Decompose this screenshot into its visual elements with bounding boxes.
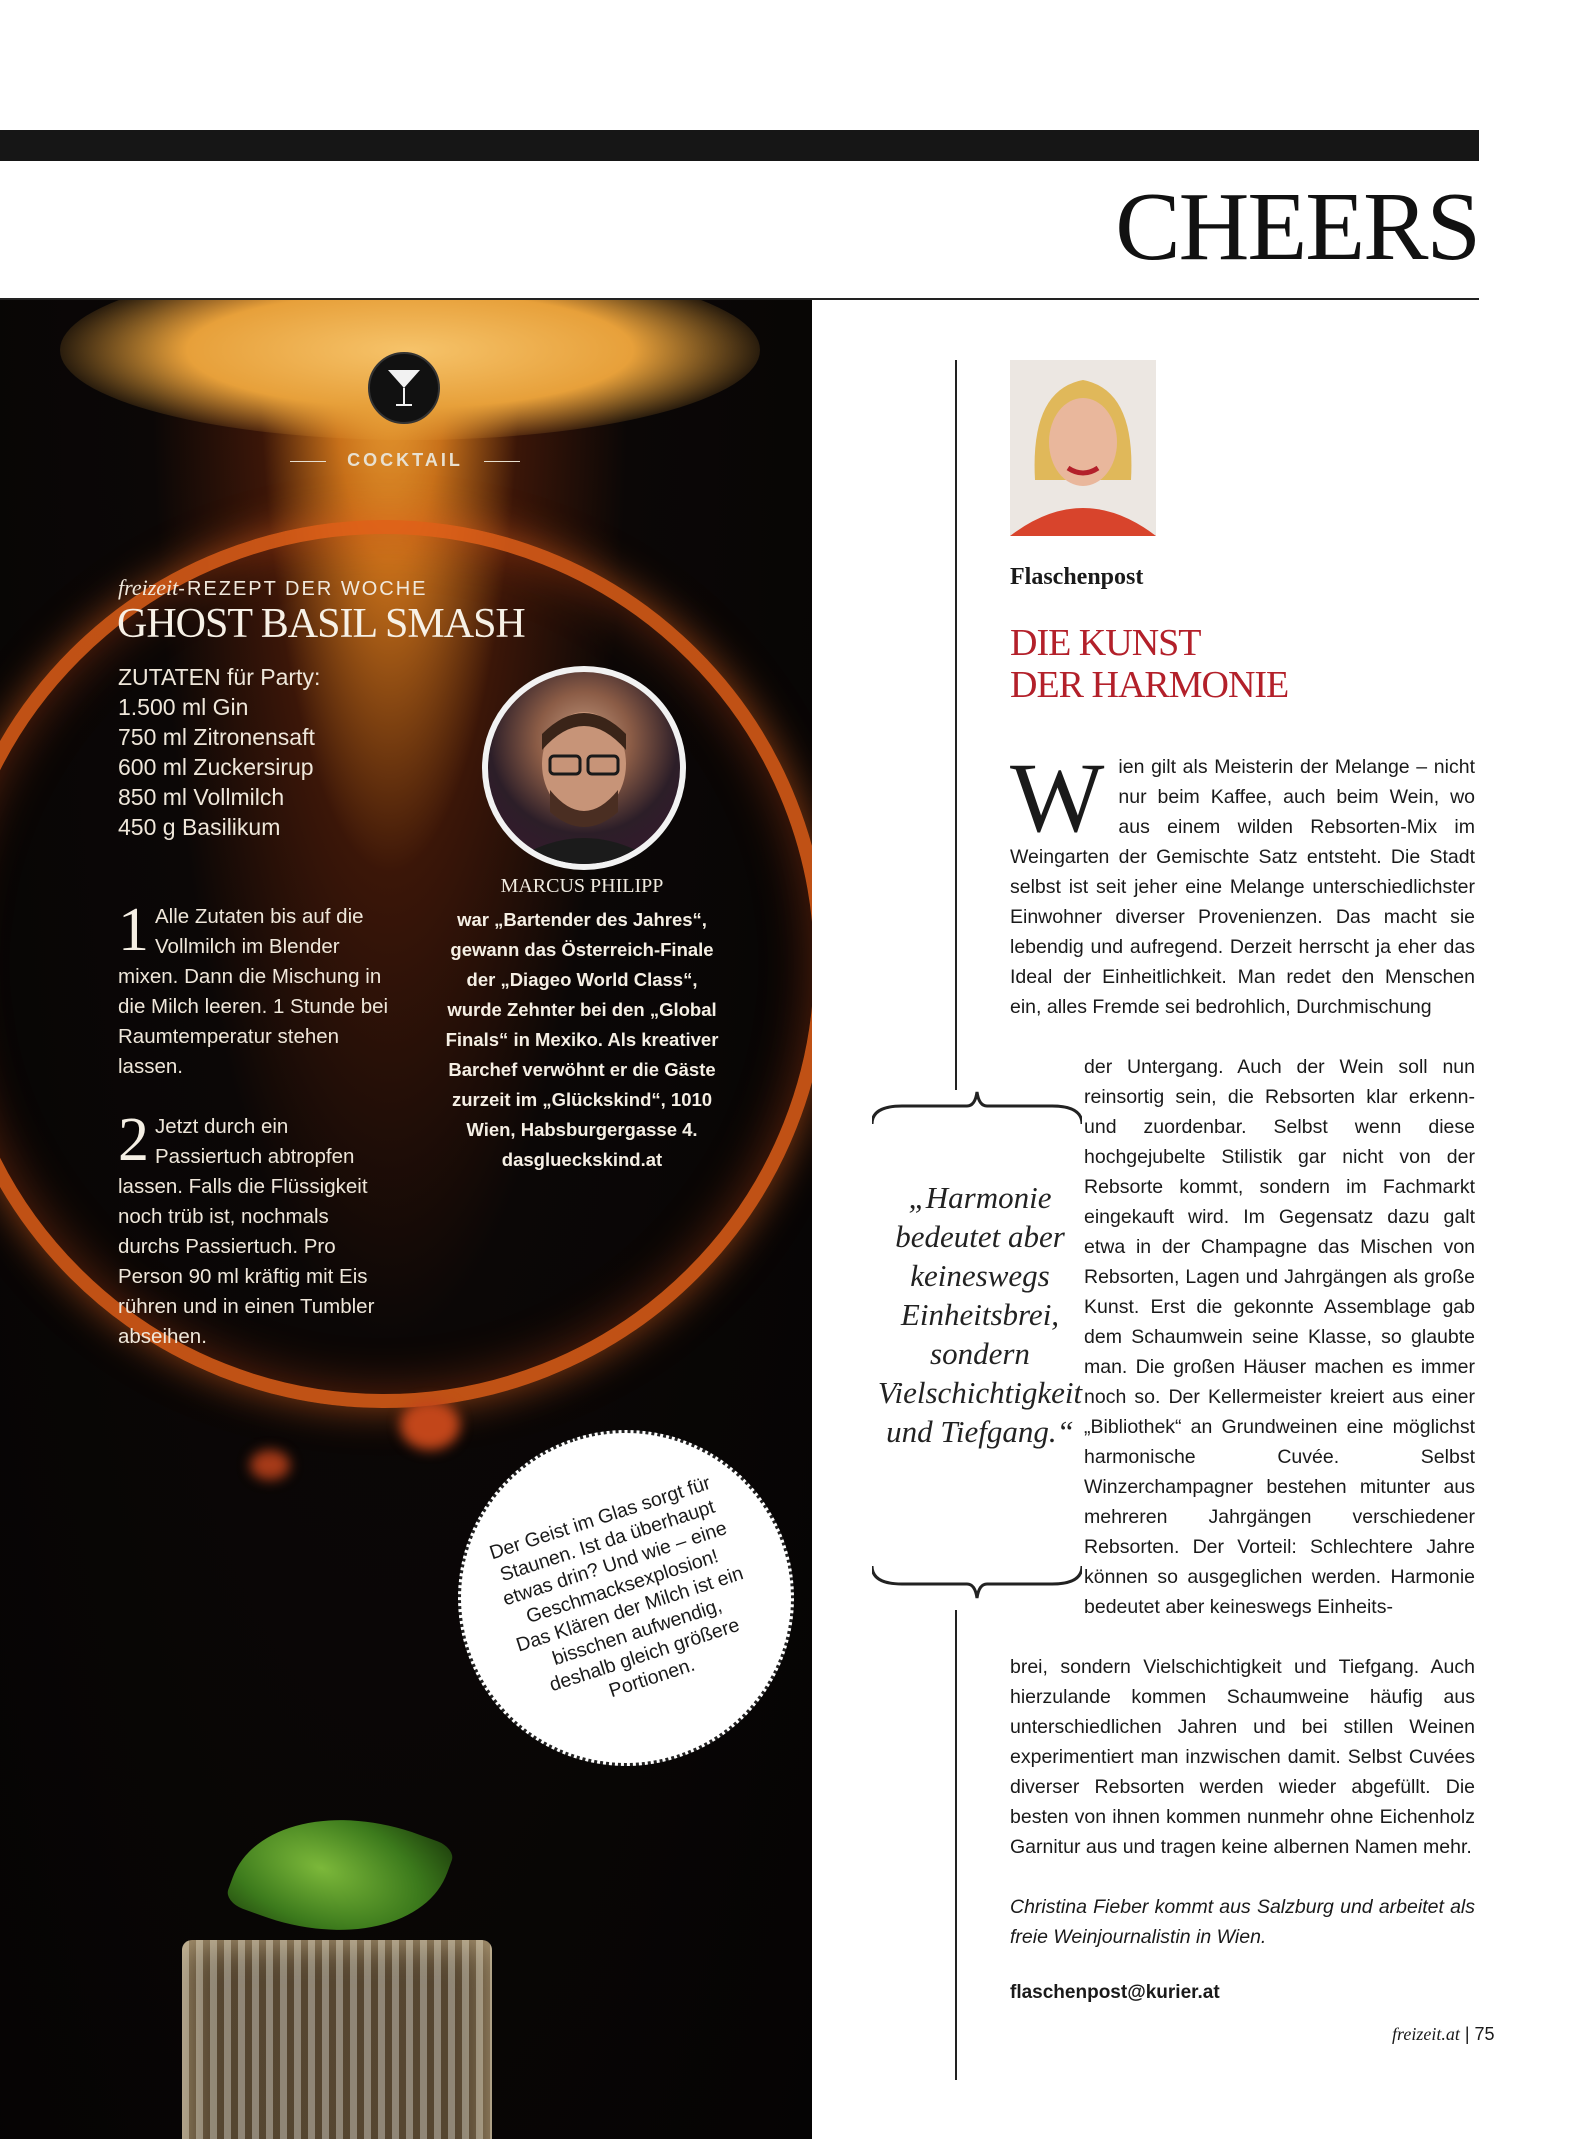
ingredient-line: 450 g Basilikum [118,814,281,840]
step-text: Alle Zutaten bis auf die Vollmilch im Blender mixen. Dann die Mischung in die Milch leeren. 1 Stunde bei Raumtemperatur stehen lassen. [118,905,389,1078]
top-bar [0,130,1479,161]
ingredient-line: 1.500 ml Gin [118,694,249,720]
page-number: 75 [1474,2024,1495,2044]
headline-line: DER HARMONIE [1010,664,1289,706]
recipe-kicker [118,575,428,601]
drop-cap: W [1010,742,1105,853]
body-paragraph [1010,742,1475,1022]
step-number: 2 [118,1106,149,1174]
bartender-portrait [482,666,686,870]
recipe-title: GHOST BASIL SMASH [117,601,525,647]
body-text: der Untergang. Auch der Wein soll nun reinsortig sein, die Rebsorten klar erkenn- und zuordenbar. Selbst wenn diese hochgejubelte Stilistik gar nicht von der Rebsorte kommt, sondern im Fachmarkt eingekauft wird. Im Gegensatz dazu galt etwa in der Champagne das Mischen von Rebsorten, Lagen und Jahrgängen als große Kunst. Erst die gekonnte Assemblage gab dem Schaumwein seine Klasse, so glaubte man. Die großen Häuser machen es immer noch so. Der Kellermeister kreiert aus einer „Bibliothek“ an Grundweinen eine möglichst harmonische Cuvée. Selbst Winzerchampagner bestehen mitunter aus mehreren Jahrgängen verschiedener Rebsorten. Der Vorteil: Schlechtere Jahre können so ausgeglichen werden. Harmonie bedeutet aber keineswegs Einheits- [1084,1056,1475,1618]
body-text: ien gilt als Meisterin der Melange – nicht nur beim Kaffee, auch beim Wein, wo aus einem wilden Rebsorten-Mix im Weingarten der Gemischte Satz entsteht. Die Stadt selbst ist seit jeher eine Melange unterschiedlichster Einwohner diverser Provenienzen. Das macht sie lebendig und aufregend. Derzeit herrscht ja eher das Ideal der Einheitlichkeit. Man redet den Menschen ein, alles Fremde sei bedrohlich, Durchmischung [1010,756,1475,1018]
body-paragraph [1084,1052,1475,1622]
kicker-text: -REZEPT DER WOCHE [178,578,428,600]
headline-line: DIE KUNST [1010,622,1201,664]
column-headline [1010,622,1288,706]
body-text: brei, sondern Vielschichtigkeit und Tiefgang. Auch hierzulande kommen Schaumweine häufig aus unterschiedlichen Jahren und bei stillen Weinen experimentiert man inzwischen damit. Selbst Cuvées diverser Rebsorten werden wieder abgefüllt. Die besten von ihnen kommen nunmehr ohne Eichenholz Garnitur aus und tragen keine albernen Namen mehr. [1010,1656,1475,1858]
footer-brand: freizeit.at [1392,2024,1460,2044]
author-photo [1010,360,1156,536]
ingredient-line: 600 ml Zuckersirup [118,754,314,780]
recipe-step [118,896,390,1082]
author-note: Christina Fieber kommt aus Salzburg und arbeitet als freie Weinjournalistin in Wien. [1010,1896,1475,1948]
bokeh-light [250,1450,290,1480]
brace-bottom-icon [872,1562,1082,1602]
bartender-name: MARCUS PHILIPP [500,875,664,897]
kicker-brand: freizeit [118,575,179,600]
body-paragraph [1010,1652,1475,1862]
ingredient-line: 750 ml Zitronensaft [118,724,315,750]
ingredient-line: ZUTATEN für Party: [118,664,321,690]
ingredient-list [118,662,320,842]
page-footer: freizeit.at | 75 [1392,2024,1495,2044]
bubble-text: Der Geist im Glas sorgt für Staunen. Ist da überhaupt etwas drin? Und wie – eine Geschmacksexplosion! Das Klären der Milch ist ein bisschen aufwendig, deshalb gleich größere Portionen. [486,1471,746,1703]
ingredient-line: 850 ml Vollmilch [118,784,285,810]
brace-top-icon [872,1088,1082,1128]
cocktail-glass-icon [368,352,440,424]
tumbler-glass [182,1940,492,2139]
column-section-label: Flaschenpost [1010,564,1144,590]
bartender-bio: war „Bartender des Jahres“, gewann das Österreich-Finale der „Diageo World Class“, wurde Zehnter bei den „Global Finals“ in Mexiko. Als kreativer Barchef verwöhnt er die Gäste zurzeit im „Glückskind“, 1010 Wien, Habsburgergasse 4. dasglueckskind.at [445,909,719,1170]
step-text: Jetzt durch ein Passiertuch abtropfen lassen. Falls die Flüssigkeit noch trüb ist, nochmals durchs Passiertuch. Pro Person 90 ml kräftig mit Eis rühren und in einen Tumbler abseihen. [118,1115,375,1348]
section-header-title: CHEERS [1115,173,1479,281]
bokeh-light [400,1400,460,1450]
pull-quote: „Harmonie bedeutet aber keineswegs Einheitsbrei, sondern Vielschichtigkeit und Tiefgang.“ [877,1180,1083,1449]
cocktail-section-label: COCKTAIL [290,450,520,471]
step-number: 1 [118,896,149,964]
recipe-step [118,1106,390,1352]
contact-email[interactable]: flaschenpost@kurier.at [1010,1982,1220,2003]
